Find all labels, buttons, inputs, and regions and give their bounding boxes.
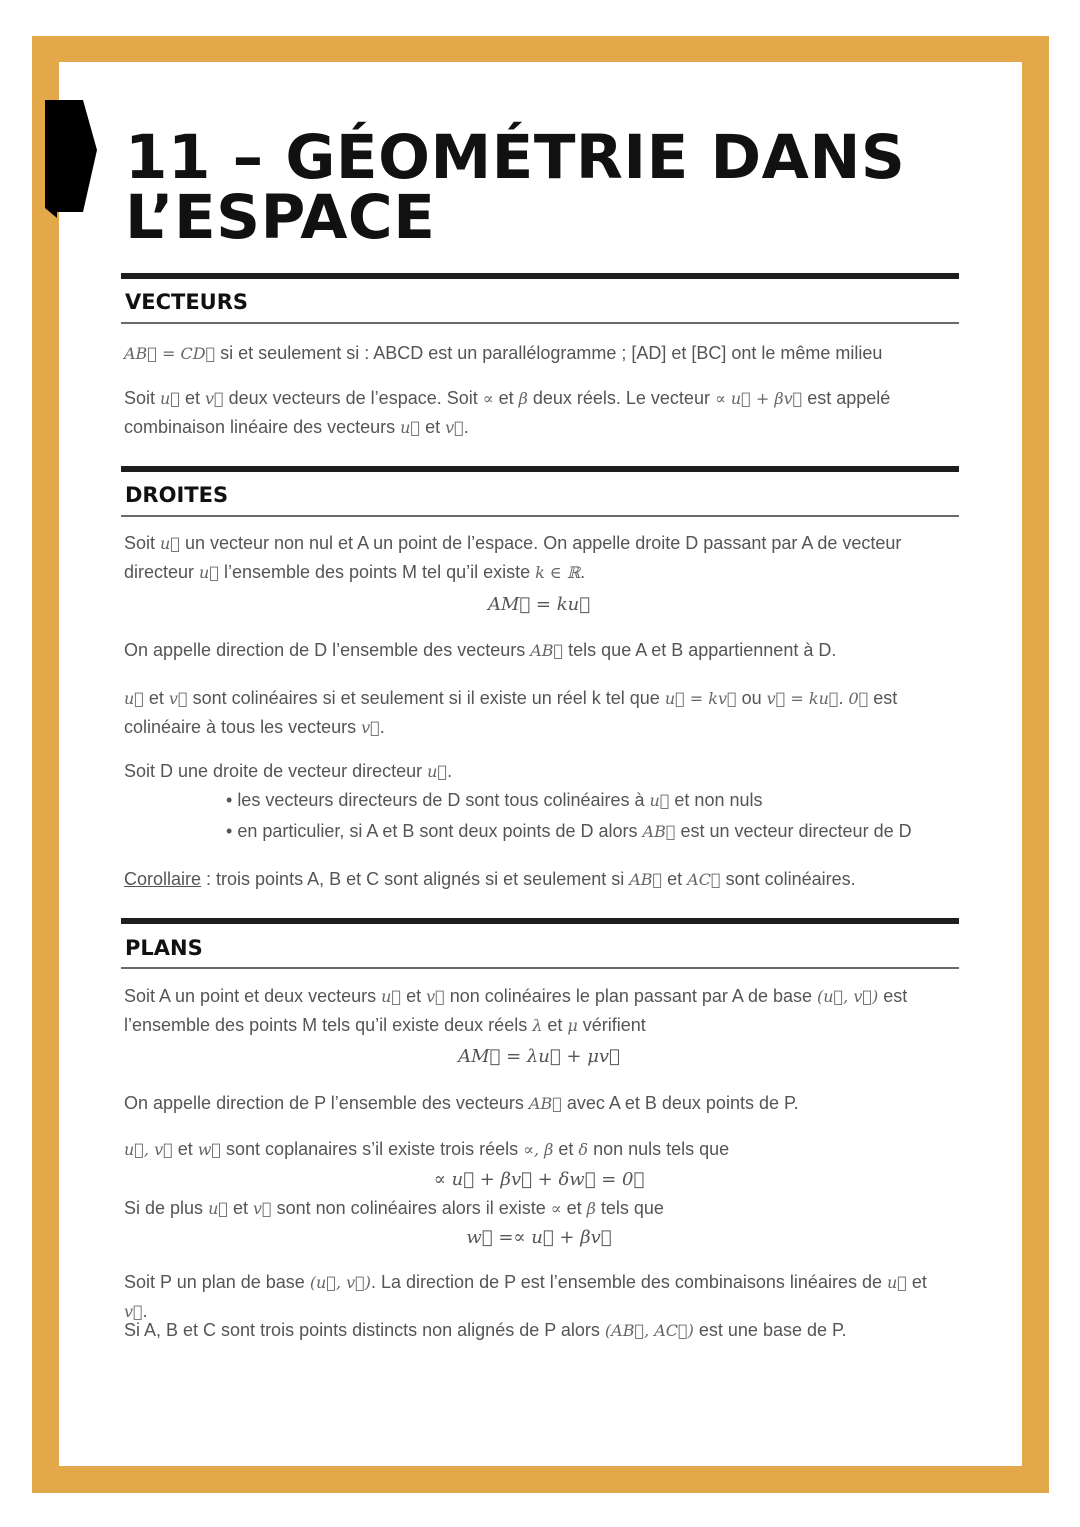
section-rule-thick (121, 466, 959, 472)
section-rule-thin (121, 515, 959, 517)
paragraph: u⃗ et v⃗ sont colinéaires si et seulement si il existe un réel k tel que u⃗ = kv⃗ ou v⃗ = ku⃗. 0⃗ est colinéaire à tous les vecteurs v⃗. (124, 688, 898, 737)
paragraph: Si A, B et C sont trois points distincts non alignés de P alors (AB⃗, AC⃗) est une base de P. (124, 1320, 847, 1340)
paragraph: Soit D une droite de vecteur directeur u⃗. (124, 761, 453, 781)
section-heading-vecteurs: VECTEURS (125, 290, 249, 314)
paragraph: Si de plus u⃗ et v⃗ sont non colinéaires alors il existe ∝ et β tels que (124, 1198, 664, 1218)
page-title: 11 – GÉOMÉTRIE DANS L’ESPACE (125, 122, 906, 253)
corollaire-label: Corollaire (124, 869, 202, 889)
equation: w⃗ =∝ u⃗ + βv⃗ (466, 1227, 612, 1248)
paragraph: Soit u⃗ un vecteur non nul et A un point de l’espace. On appelle droite D passant par A de vecteur directeur u⃗ l’ensemble des points M tel qu’il existe k ∈ ℝ. (124, 533, 902, 582)
paragraph: Soit u⃗ et v⃗ deux vecteurs de l’espace. Soit ∝ et β deux réels. Le vecteur ∝ u⃗ + βv⃗ est appelé combinaison linéaire des vecteurs u⃗ et v⃗. (124, 388, 891, 437)
paragraph: Soit A un point et deux vecteurs u⃗ et v⃗ non colinéaires le plan passant par A de base (u⃗, v⃗) est l’ensemble des points M tels qu’il existe deux réels λ et μ vérifient (124, 986, 908, 1035)
section-rule-thin (121, 322, 959, 324)
list-item: • en particulier, si A et B sont deux points de D alors AB⃗ est un vecteur directeur de D (226, 821, 912, 841)
equation: ∝ u⃗ + βv⃗ + δw⃗ = 0⃗ (433, 1169, 645, 1190)
section-rule-thick (121, 918, 959, 924)
paragraph: On appelle direction de D l’ensemble des vecteurs AB⃗ tels que A et B appartiennent à D. (124, 640, 837, 660)
paragraph: Corollaire : trois points A, B et C sont alignés si et seulement si AB⃗ et AC⃗ sont colinéaires. (124, 869, 856, 889)
equation: AM⃗ = λu⃗ + μv⃗ (458, 1046, 620, 1067)
paragraph: u⃗, v⃗ et w⃗ sont coplanaires s’il existe trois réels ∝, β et δ non nuls tels que (124, 1139, 730, 1159)
section-rule-thick (121, 273, 959, 279)
section-heading-plans: PLANS (125, 936, 203, 960)
bookmark-tab-icon (45, 100, 97, 218)
paragraph: Soit P un plan de base (u⃗, v⃗). La direction de P est l’ensemble des combinaisons linéaires de u⃗ et v⃗. (124, 1272, 927, 1321)
paragraph: On appelle direction de P l’ensemble des vecteurs AB⃗ avec A et B deux points de P. (124, 1093, 799, 1113)
list-item: • les vecteurs directeurs de D sont tous colinéaires à u⃗ et non nuls (226, 790, 763, 810)
section-rule-thin (121, 967, 959, 969)
section-heading-droites: DROITES (125, 483, 229, 507)
equation: AM⃗ = ku⃗ (487, 594, 591, 615)
paragraph: AB⃗ = CD⃗ si et seulement si : ABCD est un parallélogramme ; [AD] et [BC] ont le même milieu (124, 343, 883, 363)
